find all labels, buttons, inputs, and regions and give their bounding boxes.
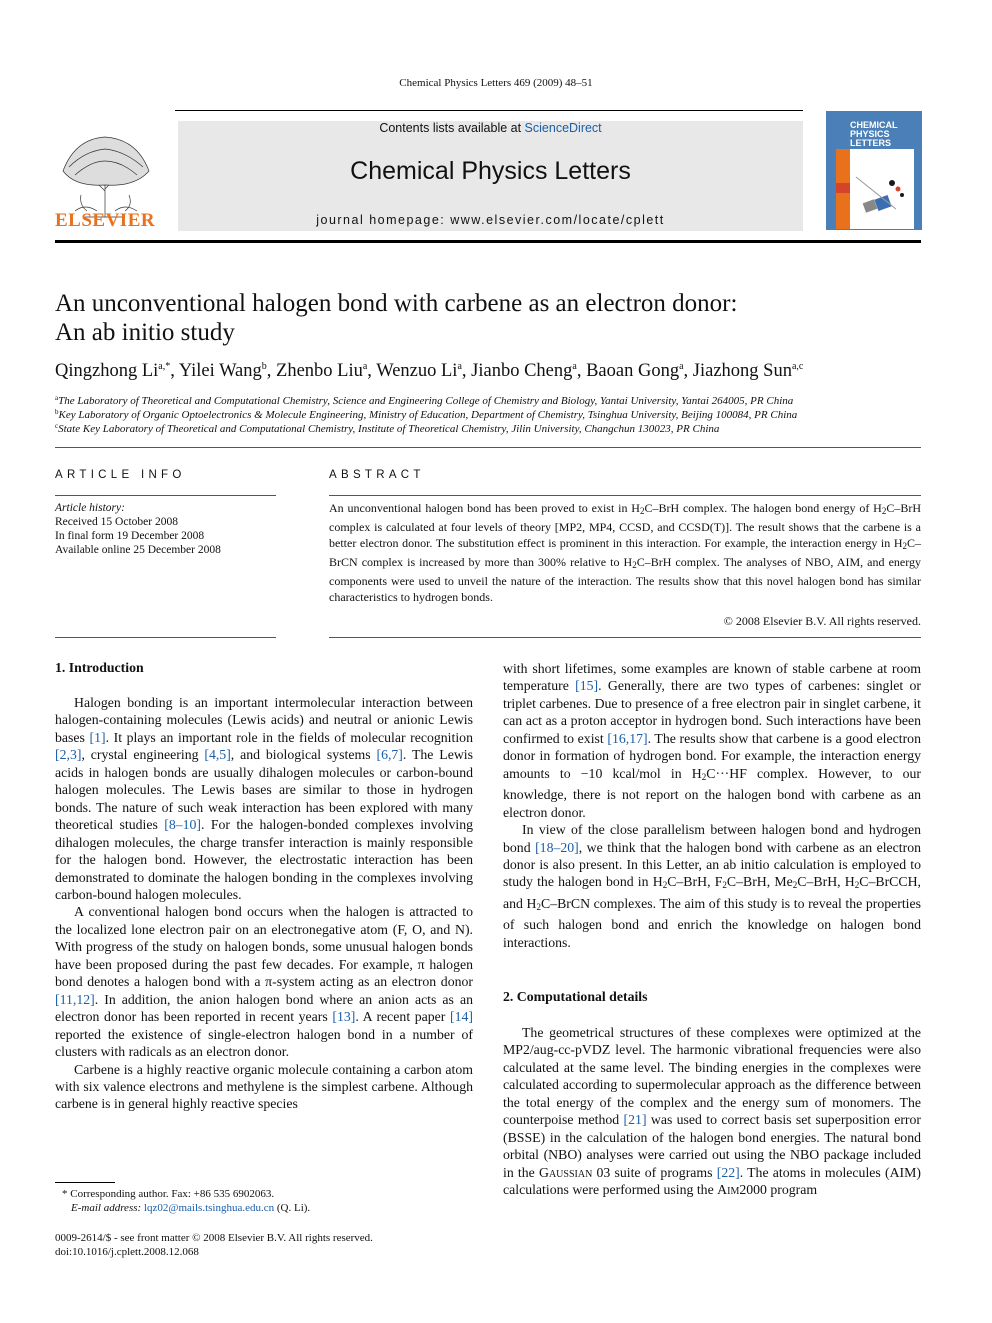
contents-prefix: Contents lists available at (379, 121, 525, 135)
affiliation-c: $^c$State Key Laboratory of Theoretical and Computational Chemistry, Institute of Theoretical Chemistry, Jilin University, Changchun 130023, PR China (55, 422, 720, 435)
doi[interactable]: doi:10.1016/j.cplett.2008.12.068 (55, 1246, 199, 1258)
journal-homepage[interactable]: journal homepage: www.elsevier.com/locate/cplett (316, 213, 665, 227)
author[interactable]: Yilei Wang$^b$ (178, 361, 267, 381)
footnote: * Corresponding author. Fax: +86 535 6902063. E-mail address: lqz02@mails.tsinghua.edu.cn (Q. Li). (62, 1188, 311, 1214)
article-title: An unconventional halogen bond with carbene as an electron donor: An ab initio study (55, 290, 738, 346)
abstract-label: ABSTRACT (329, 469, 425, 481)
author[interactable]: Zhenbo Liu$^a$ (276, 361, 368, 381)
author[interactable]: Jiazhong Sun$^{a,c}$ (692, 361, 804, 381)
contents-line (178, 121, 803, 135)
author[interactable]: Wenzuo Li$^a$ (376, 361, 462, 381)
email-link[interactable]: lqz02@mails.tsinghua.edu.cn (143, 1202, 275, 1214)
cover-image (836, 149, 914, 229)
masthead-rule (55, 240, 921, 243)
section-heading-computational-details: 2. Computational details (503, 989, 648, 1004)
abstract-bottom-rule (329, 637, 921, 638)
article-history: Article history: Received 15 October 2008 In final form 19 December 2008 Available online 25 December 2008 (55, 502, 221, 556)
author[interactable]: Jianbo Cheng$^a$ (471, 361, 577, 381)
section-heading-introduction: 1. Introduction (55, 660, 144, 675)
computational-text: The geometrical structures of these complexes were optimized at the MP2/aug-cc-pVDZ level. The harmonic vibrational frequencies were also calculated at the same level. The binding energies in the complexes were calculated according to supermolecular approach as the difference between the total energy of the complex and the energy sum of monomers. The counterpoise method [21] was used to correct basis set superposition error (BSSE) in the calculation of the halogen bond energies. The natural bond orbital (NBO) analyses were carried out using the NBO package included in the Gaussian 03 suite of programs [22]. The atoms in molecules (AIM) calculations were performed using the Aim2000 program (503, 1025, 922, 1198)
header-rule (175, 110, 803, 111)
journal-name: Chemical Physics Letters (350, 157, 631, 185)
affiliation-rule (55, 447, 921, 448)
intro-text-continued: with short lifetimes, some examples are known of stable carbene at room temperature [15]. Generally, there are two types of carbenes: singlet or triplet carbenes. Due to presence of a free electron pair in singlet carbene, it can act as a proton acceptor in hydrogen bond. Such interactions have been confirmed to exist [16,17]. The results show that carbene is a good electron donor in formation of hydrogen bond. For example, the interaction energy amounts to −10 kcal/mol in $H_2C\cdot\cdot\cdot HF$ complex. However, to our knowledge, there is not report on the halogen bond with carbene as an electron donor. In view of the close parallelism between halogen bond and hydrogen bond [18–20], we think that the halogen bond with carbene as an electron donor is also present. In this Letter, an ab initio calculation is employed to study the halogen bond in $H_2C$–BrH, $F_2C$–BrH, $Me_2C$–BrH, $H_2C$–BrCCH, and $H_2C$–BrCN complexes. The aim of this study is to reveal the properties of such halogen bond and enrich the knowledge on halogen bond interactions. (503, 661, 922, 950)
article-info-label: ARTICLE INFO (55, 469, 186, 481)
author[interactable]: Qingzhong $Li^{a,*}$ (55, 361, 171, 381)
intro-text: Halogen bonding is an important intermolecular interaction between halogen-containing molecules (Lewis acids) and neutral or anionic Lewis bases [1]. It plays an important role in the fields of molecular recognition [2,3], crystal engineering [4,5], and biological systems [6,7]. The Lewis acids in halogen bonds are usually dihalogen molecules or carbon-bound halogen molecules. The Lewis bases are similar to those in hydrogen bonds. The nature of such weak interaction has been explored with many theoretical studies [8–10]. For the halogen-bonded complexes involving dihalogen molecules, the charge transfer interaction is mainly responsible for the halogen bond. However, the electrostatic interaction has been demonstrated to dominate the halogen bonding in the complexes involving carbon-bound halogen molecules. A conventional halogen bond occurs when the halogen is attracted to the localized lone electron pair on an electronegative atom (F, O, and N). With progress of the study on halogen bonds, some unusual halogen bonds have been proposed during the past few decades. For example, π halogen bond denotes a halogen bond with a π-system acting as an electron donor [11,12]. In addition, the anion halogen bond where an anion acts as an electron donor has been reported in recent years [13]. A recent paper [14] reported the existence of single-electron halogen bond in a number of clusters with radicals as an electron donor. Carbene is a highly reactive organic molecule containing a carbon atom with six valence electrons and methylene is the simplest carbene. Although carbene is in general highly reactive species (55, 695, 473, 1112)
footnote-rule (55, 1182, 115, 1183)
abstract-text: An unconventional halogen bond has been proved to exist in $H_2C$–BrH complex. The halogen bond energy of $H_2C$–BrH complex is calculated at four levels of theory [MP2, MP4, CCSD, and CCSD(T)]. The result shows that the carbene is a better electron donor. The substitution effect is prominent in this interaction. For example, the interaction energy in $H_2C$–BrCN complex is increased by more than 300% relative to $H_2C$–BrH complex. The analyses of NBO, AIM, and energy components were used to unveil the nature of the interaction. The results show that this novel halogen bond has similar characteristics to hydrogen bonds. (329, 501, 922, 604)
copyright: © 2008 Elsevier B.V. All rights reserved. (723, 614, 921, 628)
cover-title: CHEMICAL PHYSICS LETTERS (850, 120, 898, 148)
affiliation-b: $^b$Key Laboratory of Organic Optoelectronics & Molecule Engineering, Ministry of Education, Department of Chemistry, Tsinghua University, Beijing 100084, PR China (55, 408, 798, 421)
front-matter: 0009-2614/$ - see front matter © 2008 Elsevier B.V. All rights reserved. doi:10.1016/j.cplett.2008.12.068 (55, 1231, 475, 1259)
journal-cover (826, 111, 922, 230)
running-head: Chemical Physics Letters 469 (2009) 48–51 (399, 77, 593, 89)
author-list: Qingzhong $Li^{a,*}$, Yilei Wang$^b$, Zhenbo Liu$^a$, Wenzuo Li$^a$, Jianbo Cheng$^a$, Baoan Gong$^a$, Jiazhong Sun$^{a,c}$ (55, 361, 804, 381)
affiliation-a: $^a$The Laboratory of Theoretical and Computational Chemistry, Science and Engineering College of Chemistry and Biology, Yantai University, Yantai 264005, PR China (55, 394, 794, 407)
article-info-rule (55, 495, 276, 496)
sciencedirect-link[interactable]: ScienceDirect (524, 121, 602, 135)
publisher-name: ELSEVIER (55, 210, 156, 231)
abstract-rule (329, 495, 921, 496)
author[interactable]: Baoan Gong$^a$ (586, 361, 684, 381)
article-info-bottom-rule (55, 637, 276, 638)
